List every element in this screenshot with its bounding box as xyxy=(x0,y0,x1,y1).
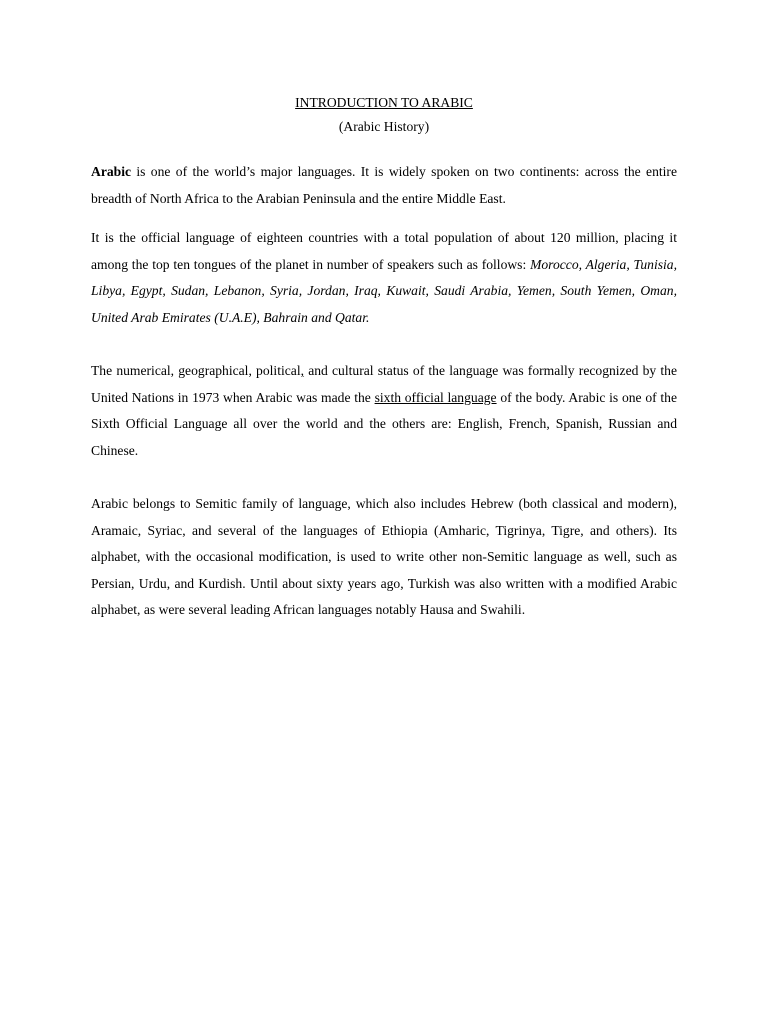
paragraph-1-lead: Arabic xyxy=(91,164,132,179)
paragraph-1-text: is one of the world’s major languages. It is widely spoken on two continents: across the entire breadth of North Africa to the Arabian Peninsula and the entire Middle East. xyxy=(91,164,677,206)
paragraph-2 xyxy=(91,225,677,331)
country-list: Morocco, Algeria, Tunisia, Libya, Egypt, Sudan, Lebanon, Syria, Jordan, Iraq, Kuwait, Saudi Arabia, Yemen, South Yemen, Oman, United Arab Emirates (U.A.E), Bahrain and Qatar. xyxy=(91,256,677,325)
paragraph-4 xyxy=(91,491,677,624)
paragraph-1 xyxy=(91,159,677,212)
paragraph-3-comma: , xyxy=(300,363,305,378)
document-subtitle: (Arabic History) xyxy=(338,119,430,134)
document-content xyxy=(91,92,677,624)
paragraph-2-text: It is the official language of eighteen countries with a total population of about 120 million, placing it among the top ten tongues of the planet in number of speakers such as follows: xyxy=(91,230,677,272)
paragraph-3-end: of the body. Arabic is one of the Sixth Official Language all over the world and the others are: English, French, Spanish, Russian and Chinese. xyxy=(91,389,677,458)
paragraph-4-text: Arabic belongs to Semitic family of language, which also includes Hebrew (both classical and modern), Aramaic, Syriac, and several of the languages of Ethiopia (Amharic, Tigrinya, Tigre, and others). Its alphabet, with the occasional modification, is used to write other non-Semitic language as well, such as Persian, Urdu, and Kurdish. Until about sixty years ago, Turkish was also written with a modified Arabic alphabet, as were several leading African languages notably Hausa and Swahili. xyxy=(91,496,677,617)
paragraph-3-middle: and cultural status of the language was formally recognized by the United Nations in 1973 when Arabic was made the xyxy=(91,363,678,405)
document-title: INTRODUCTION TO ARABIC xyxy=(295,95,473,110)
paragraph-3-start: The numerical, geographical, political xyxy=(91,363,301,378)
paragraph-3 xyxy=(91,358,677,464)
sixth-official-language-phrase: sixth official language xyxy=(374,389,497,405)
